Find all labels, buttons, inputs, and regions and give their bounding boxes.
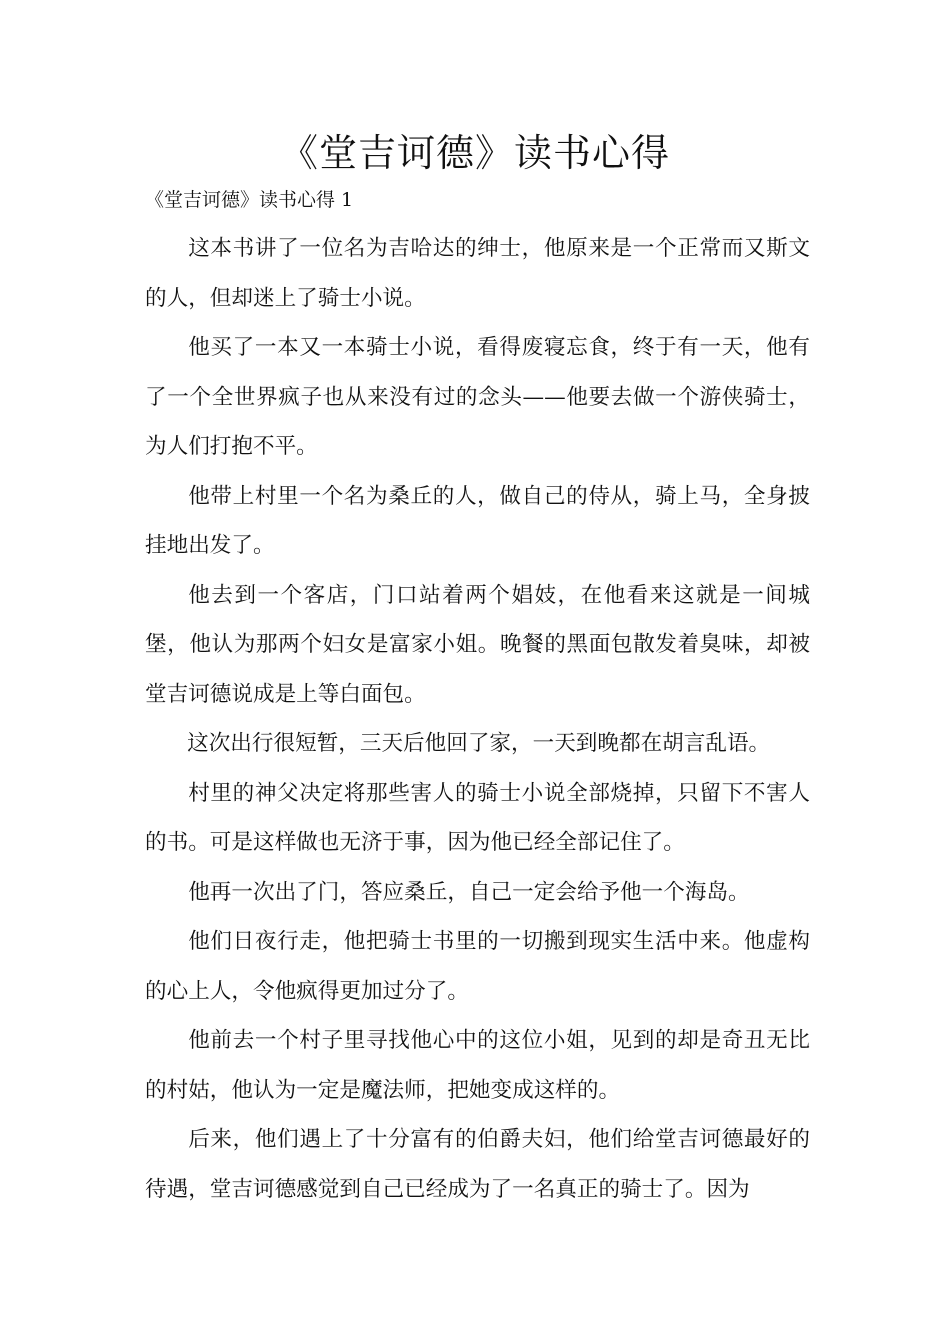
paragraph-6: 村里的神父决定将那些害人的骑士小说全部烧掉，只留下不害人的书。可是这样做也无济于事，因为他已经全部记住了。: [145, 780, 810, 855]
document-body: [145, 224, 810, 1214]
paragraph-4: 他去到一个客店，门口站着两个娼妓，在他看来这就是一间城堡，他认为那两个妇女是富家小姐。晚餐的黑面包散发着臭味，却被堂吉诃德说成是上等白面包。: [145, 582, 810, 707]
paragraph-3: 他带上村里一个名为桑丘的人，做自己的侍从，骑上马，全身披挂地出发了。: [145, 483, 810, 558]
paragraph-9: 他前去一个村子里寻找他心中的这位小姐，见到的却是奇丑无比的村姑，他认为一定是魔法师，把她变成这样的。: [145, 1028, 810, 1103]
document-subtitle: 《堂吉诃德》读书心得 1: [145, 189, 354, 211]
paragraph-1: 这本书讲了一位名为吉哈达的绅士，他原来是一个正常而又斯文的人，但却迷上了骑士小说。: [145, 236, 810, 311]
paragraph-7: 他再一次出了门，答应桑丘，自己一定会给予他一个海岛。: [188, 879, 750, 905]
document-title: 《堂吉诃德》读书心得: [279, 131, 670, 175]
paragraph-2: 他买了一本又一本骑士小说，看得废寝忘食，终于有一天，他有了一个全世界疯子也从来没有过的念头——他要去做一个游侠骑士，为人们打抱不平。: [145, 335, 810, 459]
paragraph-8: 他们日夜行走，他把骑士书里的一切搬到现实生活中来。他虚构的心上人，令他疯得更加过分了。: [145, 929, 810, 1004]
paragraph-5: 这次出行很短暂，三天后他回了家，一天到晚都在胡言乱语。: [187, 731, 771, 756]
paragraph-10: 后来，他们遇上了十分富有的伯爵夫妇，他们给堂吉诃德最好的待遇，堂吉诃德感觉到自己已经成为了一名真正的骑士了。因为: [145, 1127, 810, 1202]
